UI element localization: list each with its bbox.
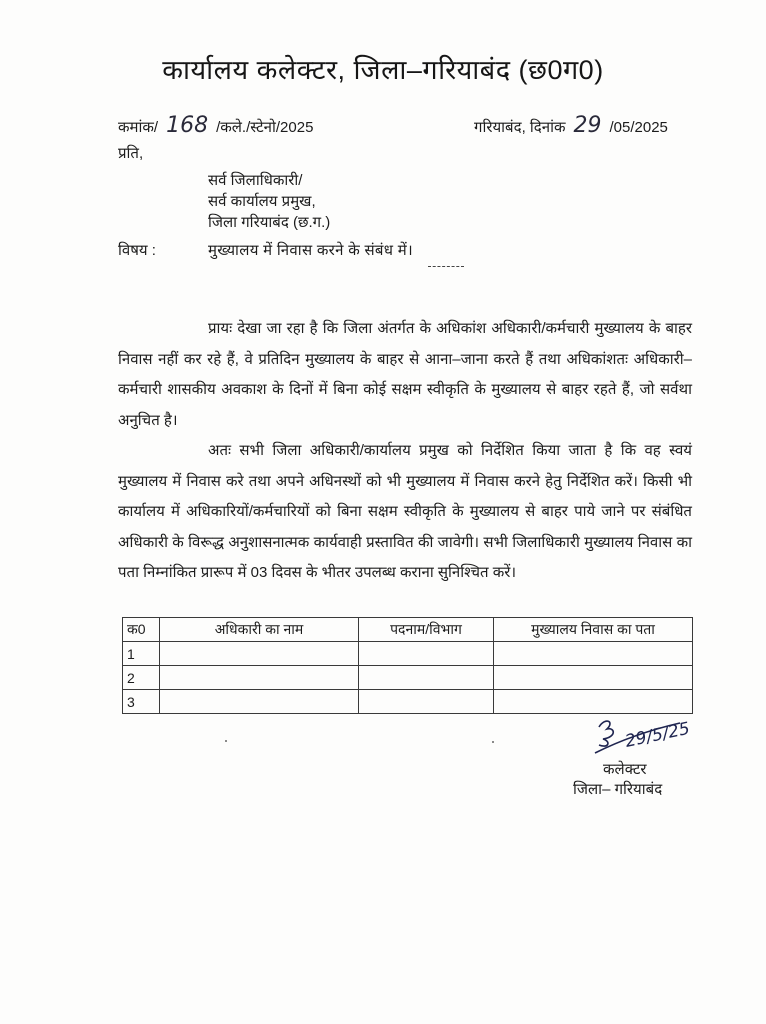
residence-details-table	[122, 617, 693, 714]
signature-scribble-icon	[585, 713, 705, 763]
subject-text: मुख्यालय में निवास करने के संबंध में।	[208, 242, 414, 259]
cell-address	[494, 690, 693, 714]
scan-speck	[492, 741, 494, 743]
table-row	[123, 666, 693, 690]
header-serial: क0	[123, 618, 160, 642]
cell-serial: 3	[123, 690, 160, 714]
addressee-line: जिला गरियाबंद (छ.ग.)	[208, 214, 331, 231]
header-designation: पदनाम/विभाग	[359, 618, 494, 642]
cell-officer-name	[160, 666, 359, 690]
office-title: कार्यालय कलेक्टर, जिला–गरियाबंद (छ0ग0)	[162, 55, 604, 85]
reference-prefix: कमांक/	[118, 119, 159, 136]
signature-date: 29/5/25	[623, 718, 692, 752]
reference-suffix: /कले./स्टेनो/2025	[216, 119, 314, 136]
addressee-line: सर्व जिलाधिकारी/	[208, 172, 303, 189]
cell-address	[494, 666, 693, 690]
handwritten-signature	[585, 713, 705, 763]
date-handwritten-day: 29	[573, 113, 602, 138]
date-prefix: गरियाबंद, दिनांक	[474, 119, 566, 136]
cell-officer-name	[160, 690, 359, 714]
subject-label: विषय :	[118, 242, 156, 259]
letter-date	[474, 113, 668, 138]
addressee-line: सर्व कार्यालय प्रमुख,	[208, 193, 316, 210]
cell-designation	[359, 642, 494, 666]
date-rest: /05/2025	[609, 119, 668, 136]
cell-designation	[359, 690, 494, 714]
scan-speck	[225, 740, 227, 742]
cell-serial: 1	[123, 642, 160, 666]
table-row	[123, 642, 693, 666]
table-header-row	[123, 618, 693, 642]
header-address: मुख्यालय निवास का पता	[494, 618, 693, 642]
table-row	[123, 690, 693, 714]
cell-serial: 2	[123, 666, 160, 690]
signatory-district: जिला– गरियाबंद	[573, 781, 663, 798]
body-paragraph: प्रायः देखा जा रहा है कि जिला अंतर्गत के अधिकांश अधिकारी/कर्मचारी मुख्यालय के बाहर निवास नहीं कर रहे हैं, वे प्रतिदिन मुख्यालय के बाहर से आना–जाना करते हैं तथा अधिकांशतः अधिकारी–कर्मचारी शासकीय अवकाश के दिनों में बिना कोई सक्षम स्वीकृति के मुख्यालय से बाहर रहते हैं, जो सर्वथा अनुचित है।	[118, 320, 692, 429]
reference-handwritten-number: 168	[166, 113, 209, 138]
subject-underline-divider	[428, 266, 464, 267]
body-paragraph: अतः सभी जिला अधिकारी/कार्यालय प्रमुख को निर्देशित किया जाता है कि वह स्वयं मुख्यालय में निवास करे तथा अपने अधिनस्थों को भी मुख्यालय में निवास करने हेतु निर्देशित करें। किसी भी कार्यालय में अधिकारियों/कर्मचारियों को बिना सक्षम स्वीकृति के मुख्यालय से बाहर पाये जाने पर संबंधित अधिकारी के विरूद्ध अनुशासनात्मक कार्यवाही प्रस्तावित की जावेगी। सभी जिलाधिकारी मुख्यालय निवास का पता निम्नांकित प्रारूप में 03 दिवस के भीतर उपलब्ध कराना सुनिश्चित करें।	[118, 442, 692, 581]
reference-number	[118, 113, 313, 138]
header-officer-name: अधिकारी का नाम	[160, 618, 359, 642]
to-label: प्रति,	[118, 145, 144, 162]
cell-address	[494, 642, 693, 666]
cell-designation	[359, 666, 494, 690]
cell-officer-name	[160, 642, 359, 666]
signatory-designation: कलेक्टर	[603, 761, 647, 778]
addressee-block	[208, 170, 330, 233]
